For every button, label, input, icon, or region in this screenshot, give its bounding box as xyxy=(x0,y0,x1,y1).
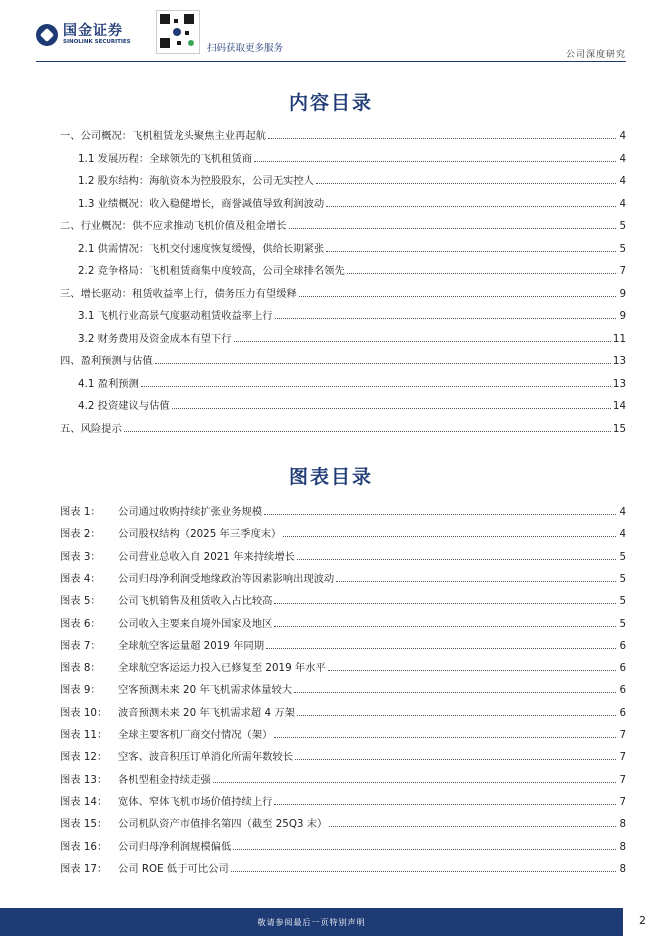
dot-leader xyxy=(264,504,616,515)
figure-entry[interactable] xyxy=(60,793,626,809)
figure-entry-number: 图表 2： xyxy=(60,528,101,541)
figure-entry[interactable] xyxy=(60,726,626,742)
dot-leader xyxy=(234,331,611,342)
figure-entry-page: 7 xyxy=(619,795,626,808)
dot-leader xyxy=(274,794,616,805)
dot-leader xyxy=(274,727,616,738)
dot-leader xyxy=(233,839,616,850)
figure-entry-label: 全球主要客机厂商交付情况（架） xyxy=(118,729,273,741)
figure-entry-label: 公司机队资产市值排名第四（截至 25Q3 末） xyxy=(118,818,328,831)
dot-leader xyxy=(326,196,616,207)
dot-leader xyxy=(328,660,616,671)
logo-name-cn: 国金证券 xyxy=(63,23,123,39)
figure-entry-label: 公司飞机销售及租赁收入占比较高 xyxy=(118,595,273,608)
figure-entry-page: 7 xyxy=(619,729,626,741)
figure-entry-label: 空客、波音积压订单消化所需年数较长 xyxy=(118,751,294,764)
figure-entry-label: 公司 ROE 低于可比公司 xyxy=(118,862,229,875)
figure-entry[interactable] xyxy=(60,503,626,519)
dot-leader xyxy=(172,398,611,409)
toc-entry-label: 一、公司概况：飞机租赁龙头聚焦主业再起航 xyxy=(60,130,266,142)
figure-entry[interactable] xyxy=(60,592,626,608)
figure-entry-page: 7 xyxy=(619,773,626,786)
dot-leader xyxy=(329,816,616,827)
toc-entry-label: 三、增长驱动：租赁收益率上行，债务压力有望缓释 xyxy=(60,287,297,300)
dot-leader xyxy=(326,241,616,252)
page-number: 2 xyxy=(639,914,646,927)
dot-leader xyxy=(289,218,616,229)
footer-disclaimer: 敬请参阅最后一页特别声明 xyxy=(257,918,366,927)
scan-for-service-text: 扫码获取更多服务 xyxy=(207,43,284,54)
logo-mark-icon xyxy=(36,24,58,46)
dot-leader xyxy=(299,286,616,297)
toc-entry[interactable] xyxy=(78,330,626,346)
figure-entry-page: 5 xyxy=(619,550,626,563)
toc-entry-label: 1.1 发展历程：全球领先的飞机租赁商 xyxy=(78,152,253,165)
dot-leader xyxy=(294,682,616,693)
figure-entry-number: 图表 14： xyxy=(60,795,108,808)
figure-entry-number: 图表 11： xyxy=(60,729,108,741)
toc-entry-page: 7 xyxy=(619,265,626,278)
figure-entry-label: 公司股权结构（2025 年三季度末） xyxy=(118,528,282,541)
figure-entry[interactable] xyxy=(60,771,626,787)
toc-entry-label: 3.2 财务费用及资金成本有望下行 xyxy=(78,332,232,345)
figure-entry-number: 图表 17： xyxy=(60,862,108,875)
dot-leader xyxy=(336,571,616,582)
toc-entry-label: 五、风险提示 xyxy=(60,423,122,436)
toc-entry-page: 5 xyxy=(619,242,626,255)
toc-entry-label: 四、盈利预测与估值 xyxy=(60,355,153,368)
toc-entry-label: 1.3 业绩概况：收入稳健增长，商誉减值导致利润波动 xyxy=(78,197,325,210)
figure-entry-number: 图表 12： xyxy=(60,751,108,764)
figure-entry-number: 图表 6： xyxy=(60,617,101,630)
dot-leader xyxy=(297,549,616,560)
dot-leader xyxy=(283,526,616,537)
toc-entry[interactable] xyxy=(60,352,626,368)
toc-entry-page: 13 xyxy=(612,377,626,390)
figure-entry[interactable] xyxy=(60,681,626,697)
company-logo xyxy=(36,24,131,46)
dot-leader xyxy=(297,705,616,716)
figure-entry-number: 图表 5： xyxy=(60,595,101,608)
figure-entry-label: 宽体、窄体飞机市场价值持续上行 xyxy=(118,795,273,808)
qr-code-icon[interactable] xyxy=(156,10,200,54)
figure-entry-number: 图表 4： xyxy=(60,572,101,585)
toc-entry-label: 4.2 投资建议与估值 xyxy=(78,400,170,413)
figure-entry-page: 6 xyxy=(619,684,626,697)
figure-entry-number: 图表 16： xyxy=(60,840,108,853)
figure-entry-page: 8 xyxy=(619,840,626,853)
figure-entry-label: 公司营业总收入自 2021 年来持续增长 xyxy=(118,550,295,563)
toc-entry[interactable] xyxy=(78,150,626,166)
page-header xyxy=(0,0,662,64)
figure-entry-page: 6 xyxy=(619,706,626,719)
dot-leader xyxy=(266,638,616,649)
toc-entry-label: 4.1 盈利预测 xyxy=(78,377,139,390)
dot-leader xyxy=(213,772,616,783)
dot-leader xyxy=(268,128,616,139)
toc-entry-label: 二、行业概况：供不应求推动飞机价值及租金增长 xyxy=(60,220,287,233)
dot-leader xyxy=(254,151,616,162)
figure-entry[interactable] xyxy=(60,548,626,564)
figure-entry-label: 公司通过收购持续扩张业务规模 xyxy=(118,506,263,518)
toc-entry[interactable] xyxy=(78,262,626,278)
figure-entry[interactable] xyxy=(60,704,626,720)
figure-entry[interactable] xyxy=(60,615,626,631)
dot-leader xyxy=(274,593,616,604)
dot-leader xyxy=(274,616,616,627)
figure-entry-page: 4 xyxy=(619,528,626,541)
figure-entry-number: 图表 15： xyxy=(60,818,108,831)
figure-entry-label: 公司收入主要来自境外国家及地区 xyxy=(118,617,273,630)
figure-entry[interactable] xyxy=(60,659,626,675)
figure-entry[interactable] xyxy=(60,525,626,541)
figure-entry-number: 图表 10： xyxy=(60,706,108,719)
report-type-label: 公司深度研究 xyxy=(565,50,626,60)
dot-leader xyxy=(316,173,616,184)
toc-entry-page: 14 xyxy=(612,400,626,413)
logo-name-en: SINOLINK SECURITIES xyxy=(63,39,131,45)
toc-entry[interactable] xyxy=(78,195,626,211)
toc-entry-page: 5 xyxy=(619,220,626,233)
figure-entry-page: 8 xyxy=(619,818,626,831)
figure-entry-label: 公司归母净利润受地缘政治等因素影响出现波动 xyxy=(118,572,335,585)
figure-entry-number: 图表 13： xyxy=(60,773,108,786)
toc-entry[interactable] xyxy=(60,217,626,233)
toc-entry[interactable] xyxy=(60,285,626,301)
toc-entry[interactable] xyxy=(60,420,626,436)
toc-entry-page: 4 xyxy=(619,197,626,210)
figure-entry[interactable] xyxy=(60,838,626,854)
figure-entry-page: 8 xyxy=(619,862,626,875)
toc-entry[interactable] xyxy=(78,397,626,413)
toc-entry-page: 4 xyxy=(619,175,626,188)
toc-entry[interactable] xyxy=(78,375,626,391)
figure-entry-page: 6 xyxy=(619,662,626,675)
figure-list-title: 图表目录 xyxy=(288,466,373,488)
toc-title: 内容目录 xyxy=(288,92,373,114)
toc-entry[interactable] xyxy=(78,240,626,256)
toc-entry-page: 9 xyxy=(619,310,626,323)
toc-entry-page: 9 xyxy=(619,287,626,300)
figure-entry-number: 图表 8： xyxy=(60,662,101,675)
toc-entry[interactable] xyxy=(60,127,626,143)
dot-leader xyxy=(231,861,616,872)
dot-leader xyxy=(155,353,611,364)
toc-entry[interactable] xyxy=(78,307,626,323)
toc-entry-page: 4 xyxy=(619,152,626,165)
figure-entry-page: 7 xyxy=(619,751,626,764)
toc-entry-label: 2.2 竞争格局：飞机租赁商集中度较高，公司全球排名领先 xyxy=(78,265,345,278)
figure-entry[interactable] xyxy=(60,815,626,831)
dot-leader xyxy=(124,421,611,432)
figure-entry-label: 空客预测未来 20 年飞机需求体量较大 xyxy=(118,684,293,697)
toc-entry-page: 13 xyxy=(612,355,626,368)
figure-entry-page: 5 xyxy=(619,617,626,630)
toc-entry-label: 2.1 供需情况：飞机交付速度恢复缓慢，供给长期紧张 xyxy=(78,242,325,255)
toc-entry-page: 4 xyxy=(619,130,626,142)
toc-entry-label: 3.1 飞机行业高景气度驱动租赁收益率上行 xyxy=(78,310,273,323)
toc-entry[interactable] xyxy=(78,172,626,188)
figure-entry-label: 各机型租金持续走强 xyxy=(118,773,211,786)
figure-entry-label: 全球航空客运运力投入已修复至 2019 年水平 xyxy=(118,662,326,675)
figure-entry[interactable] xyxy=(60,860,626,876)
header-divider xyxy=(36,61,626,62)
figure-entry-label: 公司归母净利润规模偏低 xyxy=(118,840,232,853)
dot-leader xyxy=(275,308,616,319)
figure-entry-page: 5 xyxy=(619,595,626,608)
figure-entry-number: 图表 3： xyxy=(60,550,101,563)
figure-entry-label: 全球航空客运量超 2019 年同期 xyxy=(118,639,265,652)
figure-entry-number: 图表 1： xyxy=(60,506,101,518)
figure-entry[interactable] xyxy=(60,570,626,586)
toc-entry-label: 1.2 股东结构：海航资本为控股股东，公司无实控人 xyxy=(78,175,314,188)
toc-entry-page: 15 xyxy=(612,423,626,436)
dot-leader xyxy=(141,376,611,387)
figure-entry-label: 波音预测未来 20 年飞机需求超 4 万架 xyxy=(118,706,295,719)
figure-entry-page: 5 xyxy=(619,572,626,585)
dot-leader xyxy=(347,263,616,274)
figure-entry-number: 图表 7： xyxy=(60,639,101,652)
toc-entry-page: 11 xyxy=(612,332,626,345)
figure-entry-page: 6 xyxy=(619,639,626,652)
figure-entry-number: 图表 9： xyxy=(60,684,101,697)
dot-leader xyxy=(295,749,616,760)
figure-entry-page: 4 xyxy=(619,506,626,518)
figure-entry[interactable] xyxy=(60,748,626,764)
figure-entry[interactable] xyxy=(60,637,626,653)
